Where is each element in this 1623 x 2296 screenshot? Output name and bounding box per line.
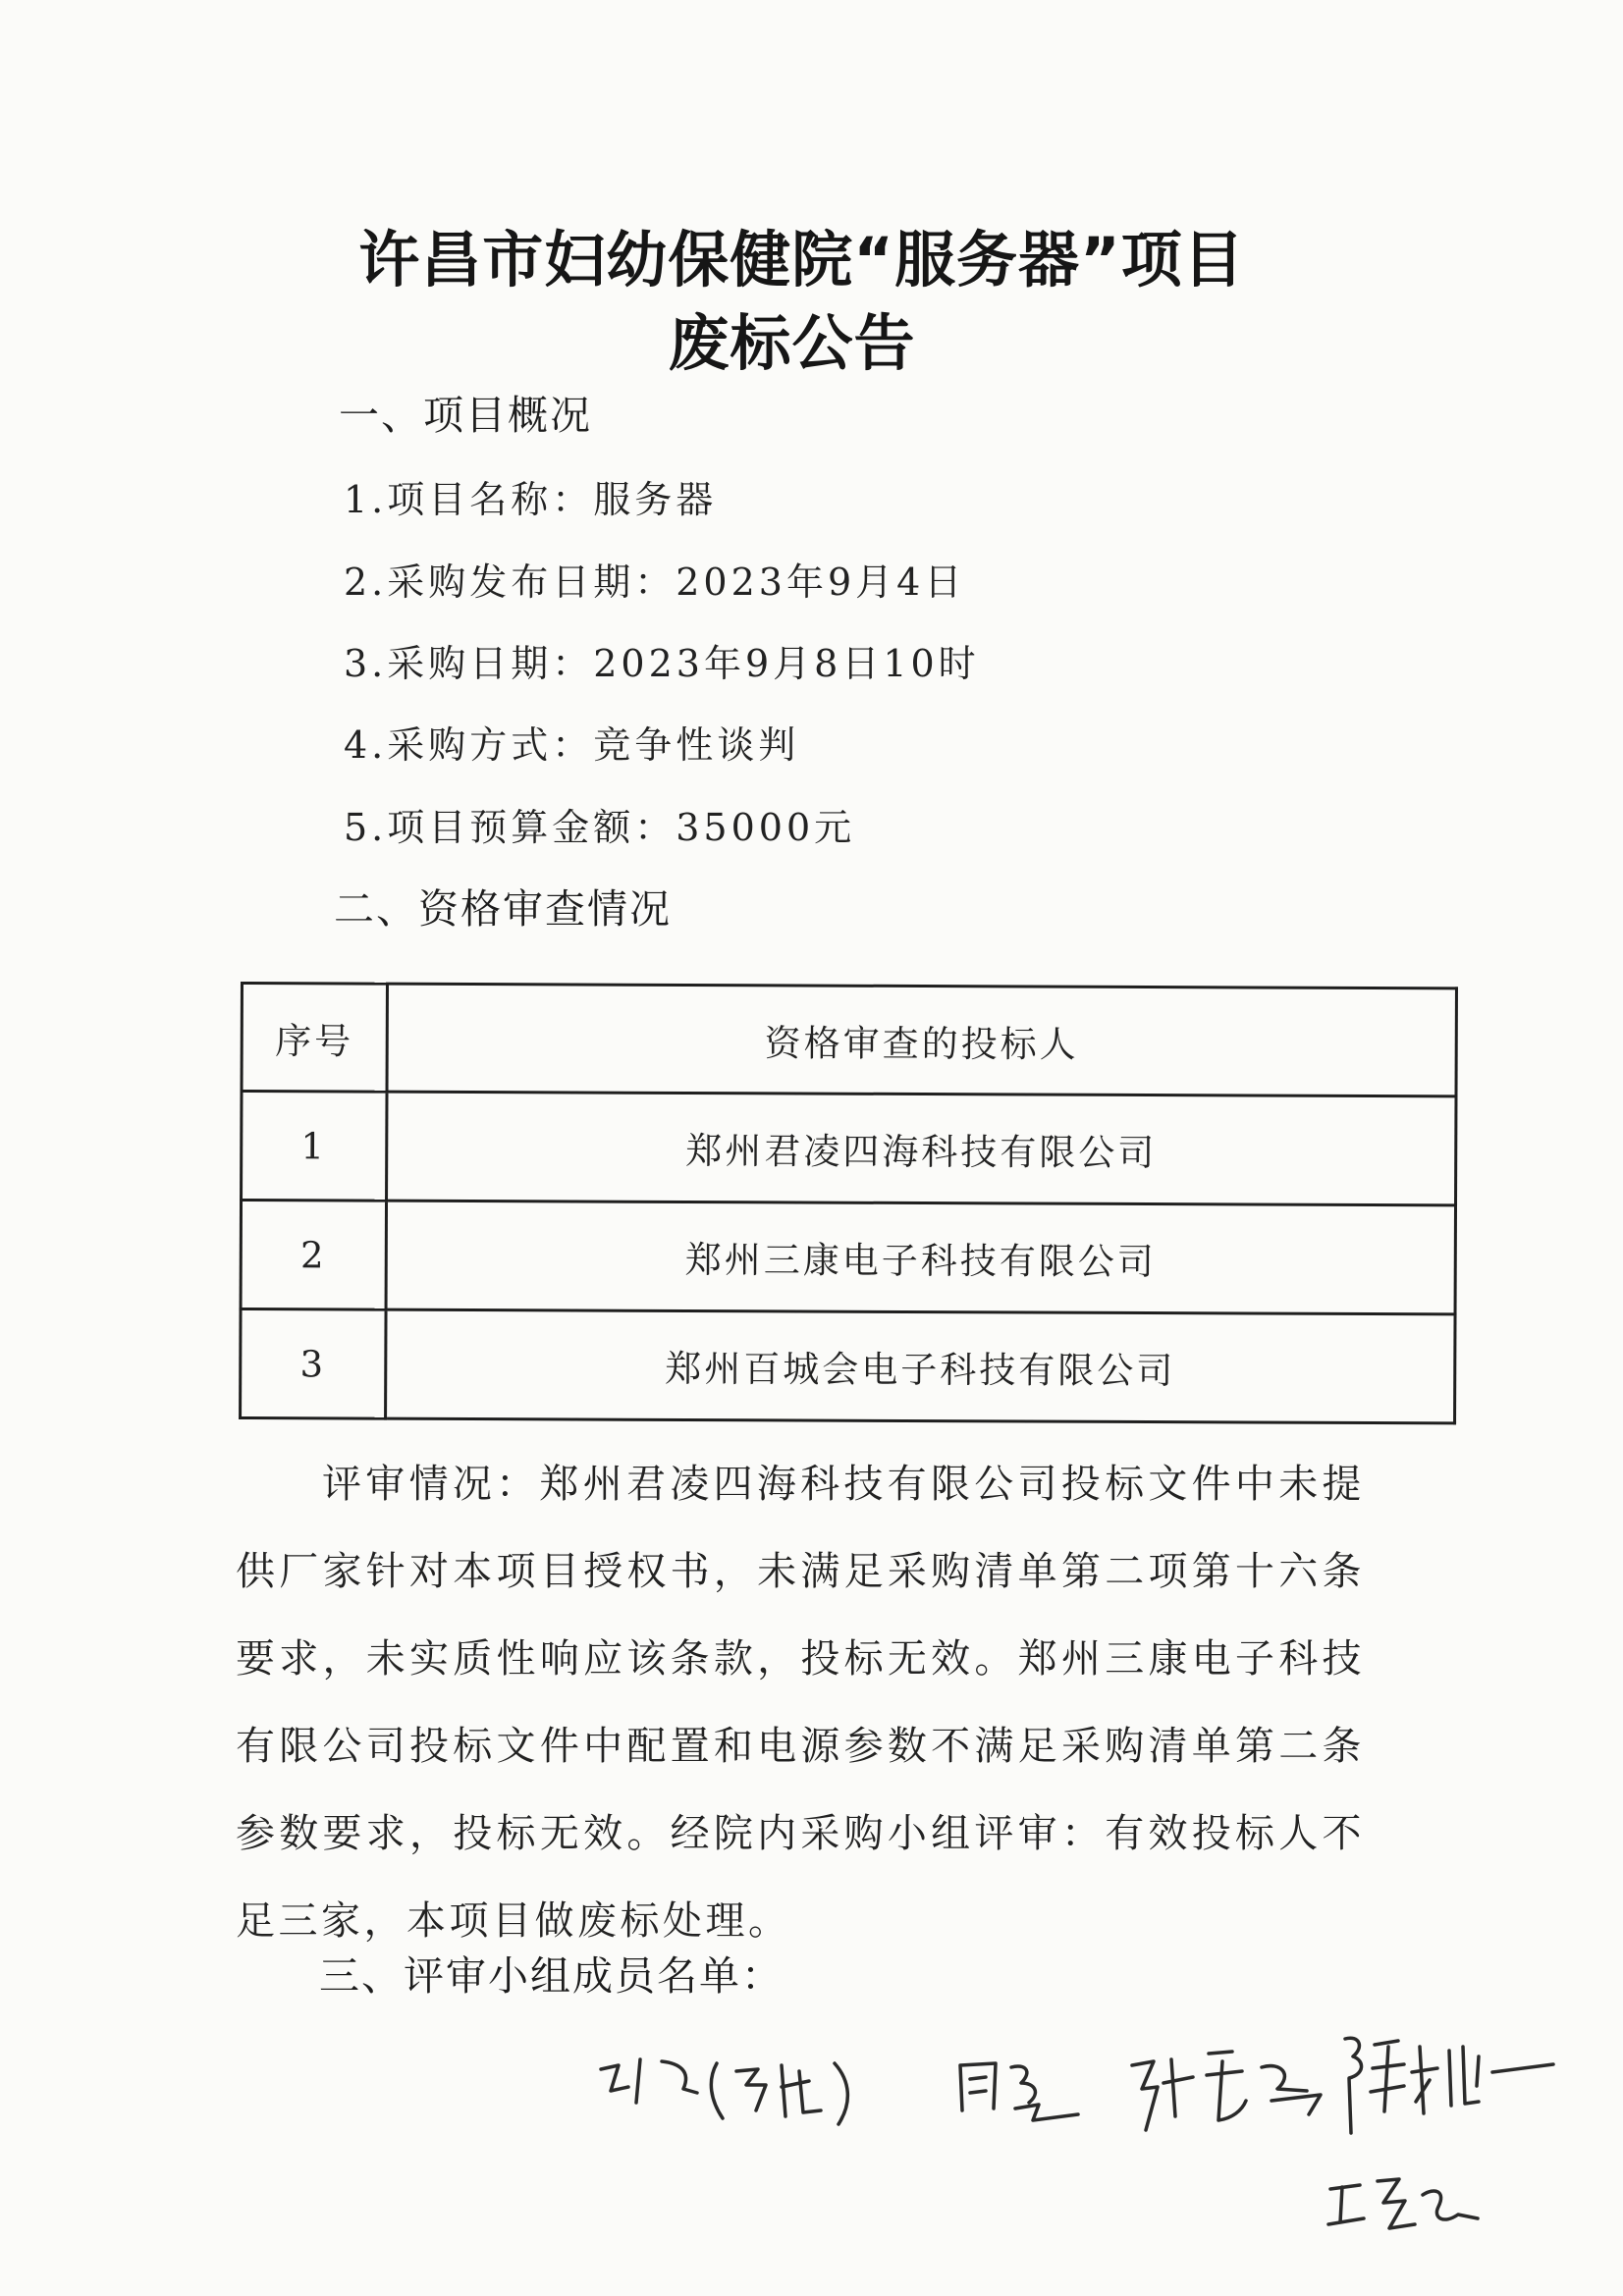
signature-zhou: [950, 2044, 1088, 2142]
row-index: 1: [242, 1092, 387, 1201]
signature-wang: [1321, 2160, 1488, 2248]
review-paragraph: 评审情况：郑州君凌四海科技有限公司投标文件中未提供厂家针对本项目授权书，未满足采购清单第二项第十六条要求，未实质性响应该条款，投标无效。郑州三康电子科技有限公司投标文件中配置和电源参数不满足采购清单第二条参数要求，投标无效。经院内采购小组评审：有效投标人不足三家，本项目做废标处理。: [236, 1462, 1365, 1944]
row-bidder: 郑州百城会电子科技有限公司: [386, 1309, 1455, 1423]
publish-date-item: 2.采购发布日期：2023年9月4日: [344, 561, 966, 604]
signature-liu: [589, 2042, 903, 2150]
procurement-date-item: 3.采购日期：2023年9月8日10时: [344, 642, 980, 685]
row-bidder: 郑州三康电子科技有限公司: [386, 1201, 1455, 1314]
header-bidder: 资格审查的投标人: [387, 984, 1456, 1096]
signature-zhang: [1124, 2032, 1330, 2160]
section-2-heading: 二、资格审查情况: [334, 885, 672, 933]
signature-chen: [1335, 2017, 1561, 2145]
section-1-heading: 一、项目概况: [339, 392, 592, 439]
row-bidder: 郑州君凌四海科技有限公司: [387, 1092, 1456, 1205]
row-index: 3: [241, 1309, 386, 1419]
table-row: [241, 1309, 1455, 1423]
project-name-item: 1.项目名称：服务器: [344, 478, 718, 521]
document-subtitle: 废标公告: [668, 307, 916, 379]
row-index: 2: [241, 1201, 386, 1310]
table-row: [242, 1092, 1456, 1205]
header-index: 序号: [242, 984, 387, 1093]
procurement-method-item: 4.采购方式：竞争性谈判: [344, 723, 800, 767]
section-3-heading: 三、评审小组成员名单：: [319, 1952, 784, 2000]
document-title: 许昌市妇幼保健院“服务器”项目: [358, 224, 1245, 295]
budget-item: 5.项目预算金额：35000元: [344, 806, 856, 849]
qualification-table: [239, 982, 1458, 1424]
table-row: [241, 1201, 1455, 1314]
table-header-row: [242, 984, 1456, 1096]
